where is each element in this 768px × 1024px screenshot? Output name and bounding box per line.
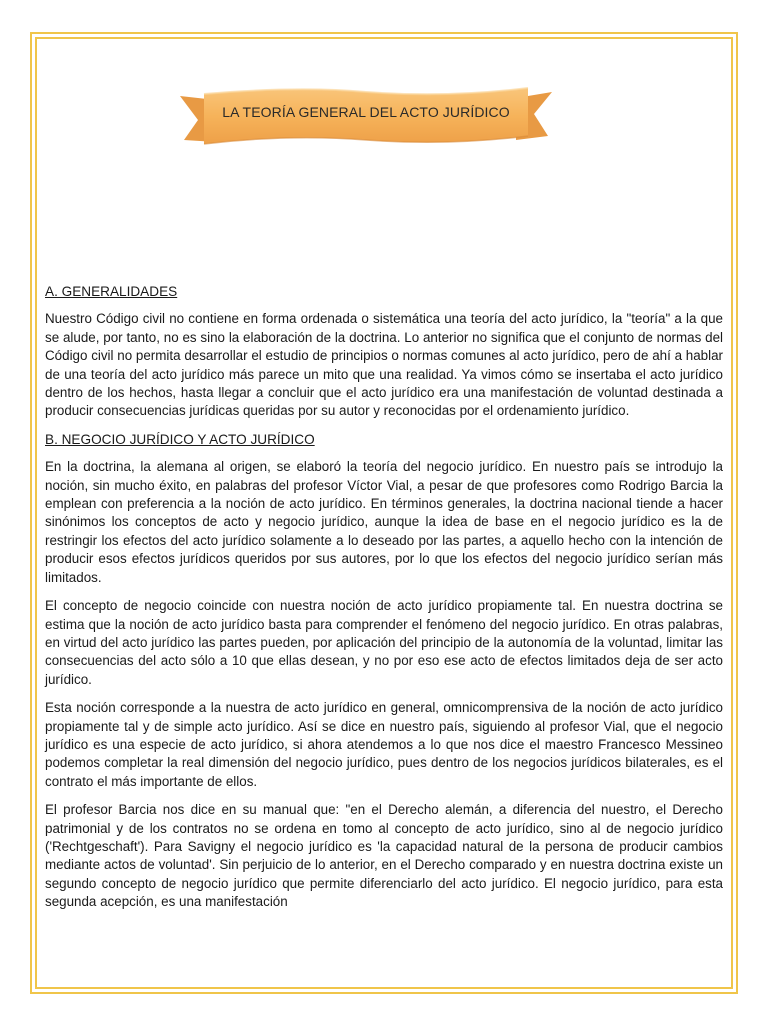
section-negocio-juridico	[45, 431, 723, 912]
paragraph: Nuestro Código civil no contiene en forma ordenada o sistemática una teoría del acto jurídico, la "teoría" a la que se alude, por tanto, no es sino la elaboración de la doctrina. Lo anterior no significa que el conjunto de normas del Código civil no permita desarrollar el estudio de principios o normas comunes al acto jurídico, pero de ahí a hablar de una teoría del acto jurídico más parece un mito que una realidad. Ya vimos cómo se insertaba el acto jurídico dentro de los hechos, hasta llegar a concluir que el acto jurídico era una manifestación de voluntad destinada a producir consecuencias jurídicas queridas por su autor y reconocidas por el ordenamiento jurídico.	[45, 311, 723, 419]
title-ribbon	[178, 82, 554, 152]
paragraph: Esta noción corresponde a la nuestra de acto jurídico en general, omnicomprensiva de la noción de acto jurídico propiamente tal y de simple acto jurídico. Así se dice en nuestro país, siguiendo al profesor Vial, que el negocio jurídico es una especie de acto jurídico, si ahora atendemos a lo que nos dice el maestro Francesco Messineo podemos completar la real dimensión del negocio jurídico, pues dentro de los negocios jurídicos bilaterales, es el contrato el más importante de ellos.	[45, 700, 723, 789]
section-generalidades	[45, 283, 723, 421]
document-body	[45, 283, 723, 912]
section-heading: A. GENERALIDADES	[45, 284, 178, 299]
paragraph: El profesor Barcia nos dice en su manual que: "en el Derecho alemán, a diferencia del nuestro, el Derecho patrimonial y de los contratos no se ordena en tomo al concepto de acto jurídico, sino al de negocio jurídico ('Rechtgeschaft'). Para Savigny el negocio jurídico es 'la capacidad natural de la persona de producir cambios mediante actos de voluntad'. Sin perjuicio de lo anterior, en el Derecho comparado y en nuestra doctrina existe un segundo concepto de negocio jurídico que permite diferenciarlo del acto jurídico. El negocio jurídico, para esta segunda acepción, es una manifestación	[45, 802, 723, 910]
paragraph: En la doctrina, la alemana al origen, se elaboró la teoría del negocio jurídico. En nuestro país se introdujo la noción, sin mucho éxito, en palabras del profesor Víctor Vial, a pesar de que profesores como Rodrigo Barcia la emplean con preferencia a la noción de acto jurídico. En términos generales, la doctrina nacional tiende a hacer sinónimos los conceptos de acto y negocio jurídico, aunque la idea de base en el negocio jurídico es la de restringir los efectos del acto jurídico solamente a lo deseado por las partes, a aquello hecho con la intención de producir esos efectos jurídicos queridos por sus autores, por lo que los efectos del negocio jurídico serían más limitados.	[45, 459, 723, 585]
paragraph: El concepto de negocio coincide con nuestra noción de acto jurídico propiamente tal. En nuestra doctrina se estima que la noción de acto jurídico basta para comprender el fenómeno del negocio jurídico. En otras palabras, en virtud del acto jurídico las partes pueden, por aplicación del principio de la autonomía de la voluntad, limitar las consecuencias del acto sólo a 10 que ellas desean, y no por eso ese acto de efectos limitados deja de ser acto jurídico.	[45, 598, 723, 687]
document-title: LA TEORÍA GENERAL DEL ACTO JURÍDICO	[222, 104, 510, 120]
section-heading: B. NEGOCIO JURÍDICO Y ACTO JURÍDICO	[45, 431, 315, 447]
